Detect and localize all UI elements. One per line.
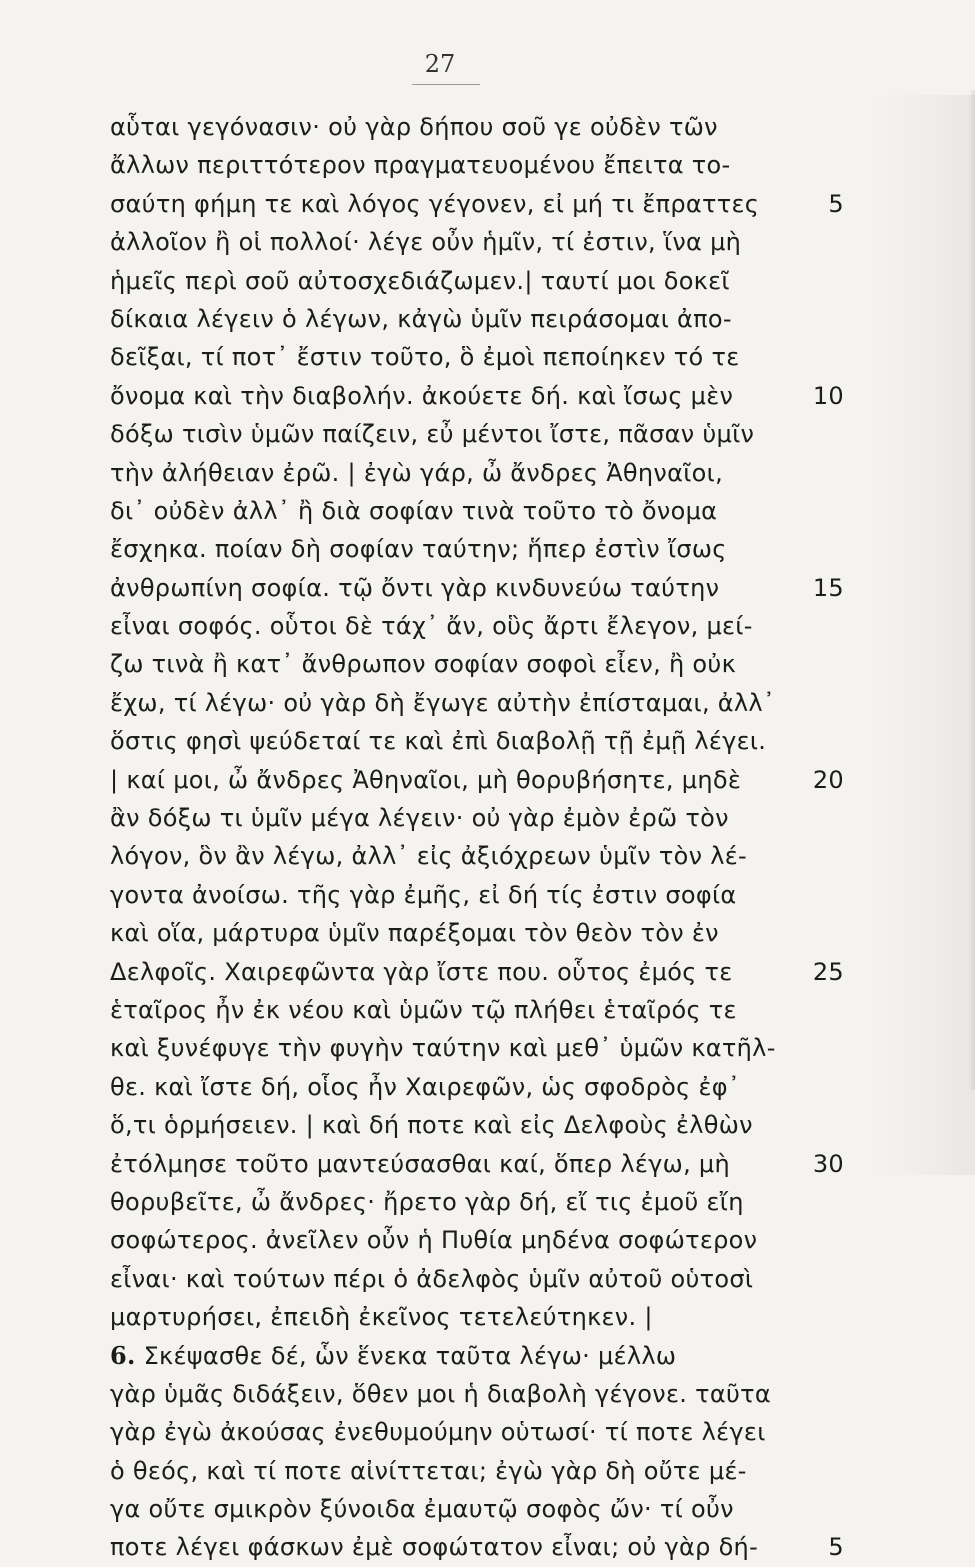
text-line	[110, 1298, 840, 1336]
line-text: ἑταῖρος ἦν ἐκ νέου καὶ ὑμῶν τῷ πλήθει ἑταῖρός τε	[110, 995, 737, 1024]
line-text: ὄνομα καὶ τὴν διαβολήν. ἀκούετε δή. καὶ ἴσως μὲν	[110, 381, 734, 410]
line-text: ἄλλων περιττότερον πραγματευομένου ἔπειτα το-	[110, 151, 731, 180]
page-number: 27	[424, 50, 456, 78]
text-line	[110, 492, 840, 530]
line-text: αὗται γεγόνασιν· οὐ γὰρ δήπου σοῦ γε οὐδὲν τῶν	[110, 113, 718, 141]
line-number: 5	[828, 189, 844, 218]
text-line	[110, 300, 840, 338]
text-line	[110, 1528, 844, 1566]
line-text: τὴν ἀλήθειαν ἐρῶ. | ἐγὼ γάρ, ὦ ἄνδρες Ἀθηναῖοι,	[110, 458, 724, 487]
text-line	[110, 1260, 840, 1298]
text-line	[110, 1375, 840, 1413]
text-line	[110, 146, 840, 184]
line-text: καὶ ξυνέφυγε τὴν φυγὴν ταύτην καὶ μεθ᾽ ὑμῶν κατῆλ-	[110, 1034, 776, 1063]
text-line	[110, 223, 840, 261]
text-line	[110, 761, 844, 799]
line-text: ἂν δόξω τι ὑμῖν μέγα λέγειν· οὐ γὰρ ἐμὸν ἐρῶ τὸν	[110, 804, 729, 833]
text-line	[110, 1068, 840, 1106]
text-line	[110, 1337, 840, 1375]
line-text: καὶ οἵα, μάρτυρα ὑμῖν παρέξομαι τὸν θεὸν τὸν ἐν	[110, 919, 719, 948]
line-text: ὁ θεός, καὶ τί ποτε αἰνίττεται; ἐγὼ γὰρ δὴ οὔτε μέ-	[110, 1456, 747, 1485]
text-line	[110, 185, 844, 223]
text-line	[110, 684, 840, 722]
line-number: 10	[812, 381, 844, 410]
line-text: | καί μοι, ὦ ἄνδρες Ἀθηναῖοι, μὴ θορυβήσητε, μηδὲ	[110, 765, 742, 794]
text-line	[110, 876, 840, 914]
section-text: Σκέψασθε δέ, ὧν ἕνεκα ταῦτα λέγω· μέλλω	[135, 1341, 677, 1370]
text-line	[110, 722, 840, 760]
text-line	[110, 262, 840, 300]
line-text: ἔχω, τί λέγω· οὐ γὰρ δὴ ἔγωγε αὐτὴν ἐπίσταμαι, ἀλλ᾽	[110, 688, 776, 717]
line-text: γὰρ ἐγὼ ἀκούσας ἐνεθυμούμην οὑτωσί· τί ποτε λέγει	[110, 1418, 766, 1447]
line-text: θορυβεῖτε, ὦ ἄνδρες· ἤρετο γὰρ δή, εἴ τις ἐμοῦ εἴη	[110, 1187, 744, 1216]
text-line	[110, 569, 844, 607]
line-text: γοντα ἀνοίσω. τῆς γὰρ ἐμῆς, εἰ δή τίς ἐστιν σοφία	[110, 880, 737, 909]
text-line	[110, 914, 840, 952]
line-text: δίκαια λέγειν ὁ λέγων, κἀγὼ ὑμῖν πειράσομαι ἀπο-	[110, 304, 732, 333]
line-number: 5	[828, 1533, 844, 1562]
line-text: γα οὔτε σμικρὸν ξύνοιδα ἐμαυτῷ σοφὸς ὤν· τί οὖν	[110, 1495, 734, 1524]
section-number: 6.	[110, 1340, 136, 1370]
text-line	[110, 1413, 840, 1451]
text-line	[110, 1183, 840, 1221]
text-line	[110, 799, 840, 837]
line-number: 25	[812, 957, 844, 986]
text-line	[110, 1106, 840, 1144]
line-text: σαύτη φήμη τε καὶ λόγος γέγονεν, εἰ μή τι ἔπραττες	[110, 189, 760, 218]
line-number: 30	[812, 1149, 844, 1178]
line-text: ἡμεῖς περὶ σοῦ αὐτοσχεδιάζωμεν.| ταυτί μοι δοκεῖ	[110, 266, 730, 295]
line-text: γὰρ ὑμᾶς διδάξειν, ὅθεν μοι ἡ διαβολὴ γέγονε. ταῦτα	[110, 1379, 772, 1408]
line-text: θε. καὶ ἴστε δή, οἷος ἦν Χαιρεφῶν, ὡς σφοδρὸς ἐφ᾽	[110, 1072, 741, 1101]
text-line	[110, 1221, 840, 1259]
text-line	[110, 953, 844, 991]
line-text: ὅ,τι ὁρμήσειεν. | καὶ δή ποτε καὶ εἰς Δελφοὺς ἐλθὼν	[110, 1111, 753, 1140]
text-line	[110, 454, 840, 492]
line-text: ἔσχηκα. ποίαν δὴ σοφίαν ταύτην; ἥπερ ἐστὶν ἴσως	[110, 535, 727, 564]
line-text: σοφώτερος. ἀνεῖλεν οὖν ἡ Πυθία μηδένα σοφώτερον	[110, 1226, 758, 1255]
text-line	[110, 1490, 840, 1528]
line-text	[110, 1337, 840, 1375]
text-line	[110, 1029, 840, 1067]
line-text: μαρτυρήσει, ἐπειδὴ ἐκεῖνος τετελεύτηκεν. |	[110, 1303, 653, 1332]
line-text: δεῖξαι, τί ποτ᾽ ἔστιν τοῦτο, ὃ ἐμοὶ πεποίηκεν τό τε	[110, 343, 740, 372]
line-text: δόξω τισὶν ὑμῶν παίζειν, εὖ μέντοι ἴστε, πᾶσαν ὑμῖν	[110, 420, 755, 449]
facing-page-bleed	[870, 95, 975, 1175]
line-text: ποτε λέγει φάσκων ἐμὲ σοφώτατον εἶναι; οὐ γὰρ δή-	[110, 1533, 759, 1562]
text-line	[110, 607, 840, 645]
line-text: δι᾽ οὐδὲν ἀλλ᾽ ἢ διὰ σοφίαν τινὰ τοῦτο τὸ ὄνομα	[110, 496, 718, 525]
text-line	[110, 837, 840, 875]
line-text: ὅστις φησὶ ψεύδεταί τε καὶ ἐπὶ διαβολῇ τῇ ἐμῇ λέγει.	[110, 727, 767, 756]
line-text: εἶναι· καὶ τούτων πέρι ὁ ἀδελφὸς ὑμῖν αὐτοῦ οὑτοσὶ	[110, 1264, 754, 1293]
text-line	[110, 338, 840, 376]
text-line	[110, 991, 840, 1029]
text-line	[110, 530, 840, 568]
text-line	[110, 645, 840, 683]
text-line	[110, 1145, 844, 1183]
text-line	[110, 377, 844, 415]
line-text: ἐτόλμησε τοῦτο μαντεύσασθαι καί, ὅπερ λέγω, μὴ	[110, 1149, 731, 1178]
page-edge-shadow	[969, 90, 975, 1090]
greek-text-body	[110, 108, 844, 1567]
line-text: Δελφοῖς. Χαιρεφῶντα γὰρ ἴστε που. οὗτος ἐμός τε	[110, 957, 733, 986]
line-text: ἀνθρωπίνη σοφία. τῷ ὄντι γὰρ κινδυνεύω ταύτην	[110, 573, 720, 602]
header-rule	[412, 84, 480, 85]
line-text: εἶναι σοφός. οὗτοι δὲ τάχ᾽ ἄν, οὓς ἄρτι ἔλεγον, μεί-	[110, 612, 753, 641]
line-text: λόγον, ὃν ἂν λέγω, ἀλλ᾽ εἰς ἀξιόχρεων ὑμῖν τὸν λέ-	[110, 842, 747, 871]
text-line	[110, 1452, 840, 1490]
line-text: ζω τινὰ ἢ κατ᾽ ἄνθρωπον σοφίαν σοφοὶ εἶεν, ἢ οὐκ	[110, 650, 737, 679]
line-text: ἀλλοῖον ἢ οἱ πολλοί· λέγε οὖν ἡμῖν, τί ἐστιν, ἵνα μὴ	[110, 228, 742, 257]
text-line	[110, 415, 840, 453]
text-line	[110, 108, 840, 146]
line-number: 20	[812, 765, 844, 794]
line-number: 15	[812, 573, 844, 602]
